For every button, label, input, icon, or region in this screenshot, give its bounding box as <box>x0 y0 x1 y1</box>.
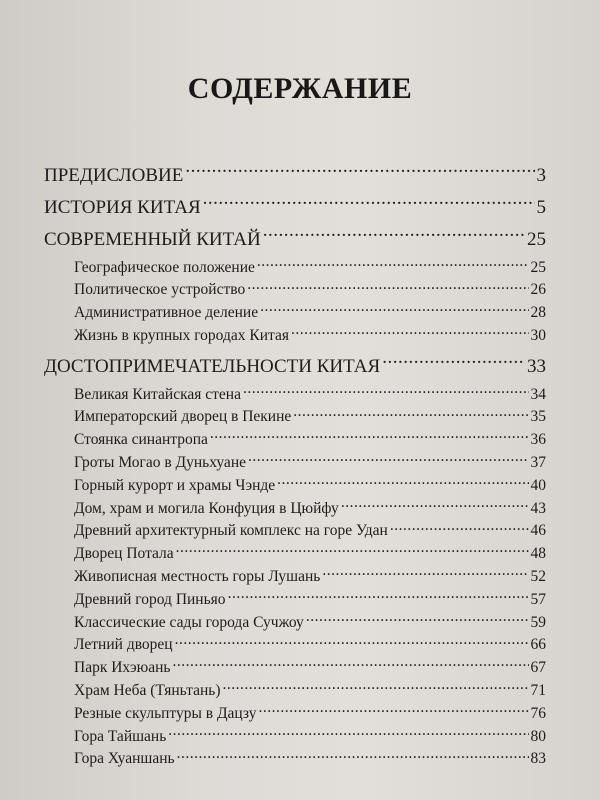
toc-entry-page: 67 <box>530 659 546 677</box>
toc-entry-imperial-palace <box>44 406 546 429</box>
toc-entry-page: 66 <box>530 636 546 654</box>
toc-entry-page: 34 <box>530 385 546 403</box>
toc-entry-page: 26 <box>530 281 546 299</box>
dot-leader <box>185 162 534 181</box>
toc-entry-label: Храм Неба (Тяньтань) <box>74 682 221 700</box>
toc-entry-page: 25 <box>530 258 546 276</box>
toc-entry-label: Классические сады города Сучжоу <box>74 613 304 631</box>
toc-entry-page: 25 <box>527 229 546 250</box>
toc-entry-page: 35 <box>530 408 546 426</box>
toc-entry-pingyao <box>44 588 546 611</box>
toc-entry-page: 28 <box>530 304 546 322</box>
toc-entry-label: Древний архитектурный комплекс на горе Удан <box>74 522 388 540</box>
toc-entry-label: Летний дворец <box>74 636 173 654</box>
toc-entry-label: Дворец Потала <box>74 545 174 563</box>
dot-leader <box>210 429 529 445</box>
toc-entry-temple-of-heaven <box>44 680 546 703</box>
dot-leader <box>228 588 529 604</box>
toc-entry-page: 37 <box>530 454 546 472</box>
toc-entry-lushan <box>44 566 546 589</box>
dot-leader <box>223 680 529 696</box>
toc-entry-label: Стоянка синантропа <box>74 431 208 449</box>
toc-entry-label: Великая Китайская стена <box>74 385 241 403</box>
dot-leader <box>257 256 529 272</box>
toc-entry-modern-china <box>44 224 546 256</box>
toc-entry-page: 48 <box>530 545 546 563</box>
dot-leader <box>322 566 528 582</box>
toc-entry-confucius <box>44 497 546 520</box>
toc-entry-label: Горный курорт и храмы Чэнде <box>74 476 276 494</box>
dot-leader <box>341 497 529 513</box>
toc-entry-label: ДОСТОПРИМЕЧАТЕЛЬНОСТИ КИТАЯ <box>44 356 381 378</box>
dot-leader <box>176 543 529 559</box>
toc-entry-history <box>44 192 546 224</box>
toc-entry-suzhou-gardens <box>44 611 546 634</box>
dot-leader <box>263 226 525 245</box>
toc-entry-politics <box>44 279 546 302</box>
dot-leader <box>293 406 528 422</box>
toc-entry-label: ПРЕДИСЛОВИЕ <box>44 165 184 186</box>
toc-entry-page: 5 <box>536 197 546 218</box>
dot-leader <box>260 302 528 318</box>
toc-entry-label: Живописная местность горы Лушань <box>74 568 321 586</box>
toc-entry-page: 46 <box>530 522 546 540</box>
toc-entry-label: Парк Ихэюань <box>74 659 171 677</box>
toc-entry-page: 30 <box>530 326 546 344</box>
toc-entry-label: Гора Тайшань <box>74 727 167 745</box>
toc-entry-chengde <box>44 474 546 497</box>
dot-leader <box>177 748 529 764</box>
dot-leader <box>172 657 528 673</box>
toc-entry-mogao-grottoes <box>44 452 546 475</box>
toc-entry-page: 80 <box>530 727 546 745</box>
toc-entry-page: 36 <box>530 431 546 449</box>
table-of-contents <box>44 160 546 771</box>
toc-entry-page: 76 <box>530 704 546 722</box>
toc-entry-label: Резные скульптуры в Дацзу <box>74 704 257 722</box>
page-title: СОДЕРЖАНИЕ <box>187 72 413 105</box>
toc-entry-label: Административное деление <box>74 304 259 322</box>
toc-entry-huangshan <box>44 748 546 771</box>
toc-entry-page: 33 <box>527 356 546 378</box>
dot-leader <box>243 383 529 399</box>
dot-leader <box>306 611 529 627</box>
dot-leader <box>291 324 529 340</box>
toc-entry-dazu <box>44 702 546 725</box>
dot-leader <box>277 474 528 490</box>
toc-entry-label: Жизнь в крупных городах Китая <box>74 326 289 344</box>
toc-entry-potala <box>44 543 546 566</box>
toc-entry-yiheyuan <box>44 657 546 680</box>
dot-leader <box>203 194 535 213</box>
toc-entry-taishan <box>44 725 546 748</box>
toc-entry-preface <box>44 160 546 192</box>
toc-entry-geography <box>44 256 546 279</box>
toc-entry-page: 71 <box>530 682 546 700</box>
toc-entry-label: Гроты Могао в Дуньхуане <box>74 454 246 472</box>
toc-entry-sights <box>44 351 546 383</box>
toc-entry-label: Древний город Пиньяо <box>74 590 226 608</box>
toc-entry-label: Гора Хуаншань <box>74 750 175 768</box>
toc-entry-page: 57 <box>530 590 546 608</box>
toc-entry-page: 43 <box>530 499 546 517</box>
dot-leader <box>168 725 528 741</box>
dot-leader <box>247 279 528 295</box>
dot-leader <box>382 353 525 372</box>
dot-leader <box>258 702 528 718</box>
toc-entry-label: СОВРЕМЕННЫЙ КИТАЙ <box>44 229 261 250</box>
toc-entry-great-wall <box>44 383 546 406</box>
toc-entry-administration <box>44 302 546 325</box>
dot-leader <box>175 634 529 650</box>
toc-entry-page: 59 <box>530 613 546 631</box>
toc-entry-page: 83 <box>530 750 546 768</box>
toc-entry-city-life <box>44 324 546 347</box>
toc-entry-label: ИСТОРИЯ КИТАЯ <box>44 197 201 218</box>
dot-leader <box>248 452 529 468</box>
toc-entry-label: Географическое положение <box>74 258 255 276</box>
toc-entry-label: Дом, храм и могила Конфуция в Цюйфу <box>74 499 339 517</box>
toc-entry-page: 3 <box>536 165 546 186</box>
toc-entry-sinanthropus-site <box>44 429 546 452</box>
toc-entry-label: Императорский дворец в Пекине <box>74 408 292 426</box>
toc-entry-label: Политическое устройство <box>74 281 246 299</box>
dot-leader <box>390 520 529 536</box>
toc-entry-page: 52 <box>530 568 546 586</box>
toc-entry-summer-palace <box>44 634 546 657</box>
toc-entry-page: 40 <box>530 476 546 494</box>
toc-entry-wudang <box>44 520 546 543</box>
